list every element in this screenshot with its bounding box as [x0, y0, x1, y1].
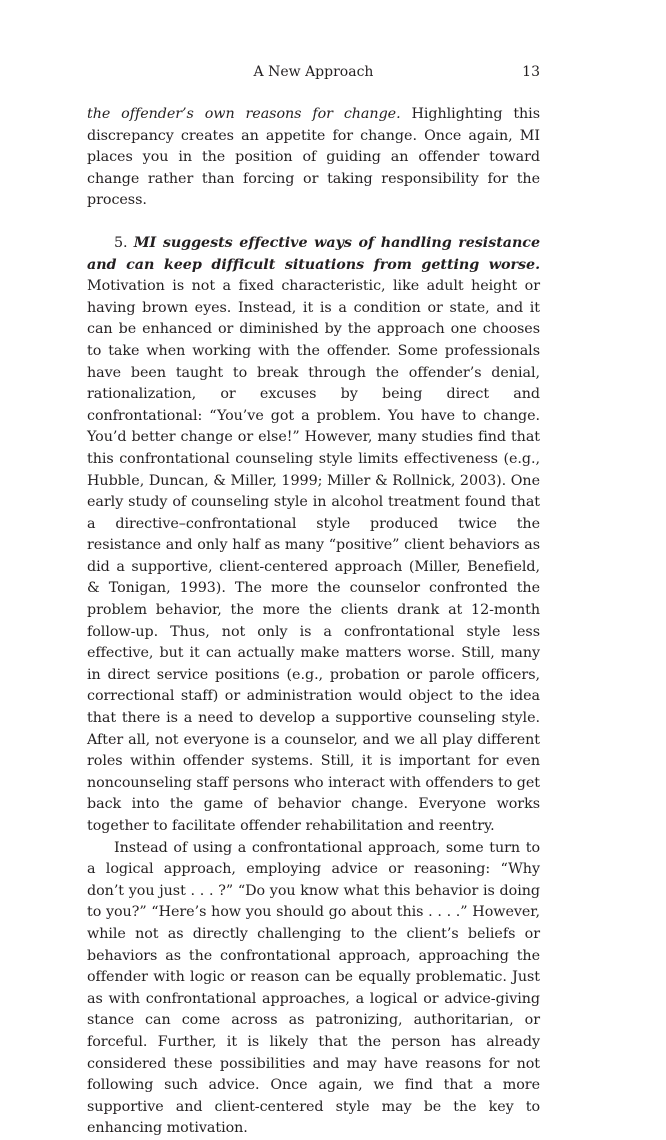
point-heading: MI suggests effective ways of handling resistance and can keep difficult situations from getting worse.: [87, 234, 541, 273]
italic-phrase: the offender’s own reasons for change.: [87, 106, 401, 122]
numbered-point-5: [87, 233, 540, 838]
paragraph: [87, 838, 540, 1140]
running-head: A New Approach: [253, 64, 374, 80]
page-number: 13: [522, 64, 540, 80]
body-text: [87, 104, 540, 1140]
page-header: [87, 64, 540, 84]
point-number: 5.: [114, 234, 134, 251]
paragraph-text: Instead of using a confrontational approach, some turn to a logical approach, employing advice or reasoning: “Why don’t you just . . . ?” “Do you know what this behavior is doing to you?” “Here’s how you should go about this . . . .” However, while not as directly challenging to the client’s beliefs or behaviors as the confrontational approach, approaching the offender with logic or reason can be equally problematic. Just as with confrontational approaches, a logical or advice-giving stance can come across as patronizing, authoritarian, or forceful. Further, it is likely that the person has already considered these possibilities and may have reasons for not following such advice. Once again, we find that a more supportive and client-centered style may be the key to enhancing motivation.: [87, 839, 540, 1137]
paragraph-text: Motivation is not a fixed characteristic, like adult height or having brown eyes. Instead, it is a condition or state, and it can be enhanced or diminished by the approach one chooses to take when working with the offender. Some professionals have been taught to break through the offender’s denial, rationalization, or excuses by being direct and confrontational: “You’ve got a problem. You have to change. You’d better change or else!” However, many studies find that this confrontational counseling style limits effectiveness (e.g., Hubble, Duncan, & Miller, 1999; Miller & Rollnick, 2003). One early study of counseling style in alcohol treatment found that a directive–confrontational style produced twice the resistance and only half as many “positive” client behaviors as did a supportive, client-centered approach (Miller, Benefield, & Tonigan, 1993). The more the counselor confronted the problem behavior, the more the clients drank at 12-month follow-up. Thus, not only is a confrontational style less effective, but it can actually make matters worse. Still, many in direct service positions (e.g., probation or parole officers, correctional staff) or administration would object to the idea that there is a need to develop a supportive counseling style. After all, not everyone is a counselor, and we all play different roles within offender systems. Still, it is important for even noncounseling staff persons who interact with offenders to get back into the game of behavior change. Everyone works together to facilitate offender rehabilitation and reentry.: [87, 278, 541, 834]
paragraph-continued: [87, 104, 540, 212]
paragraph-text: Highlighting this discrepancy creates an appetite for change. Once again, MI places you in the position of guiding an offender toward change rather than forcing or taking responsibility for the process.: [87, 106, 540, 209]
